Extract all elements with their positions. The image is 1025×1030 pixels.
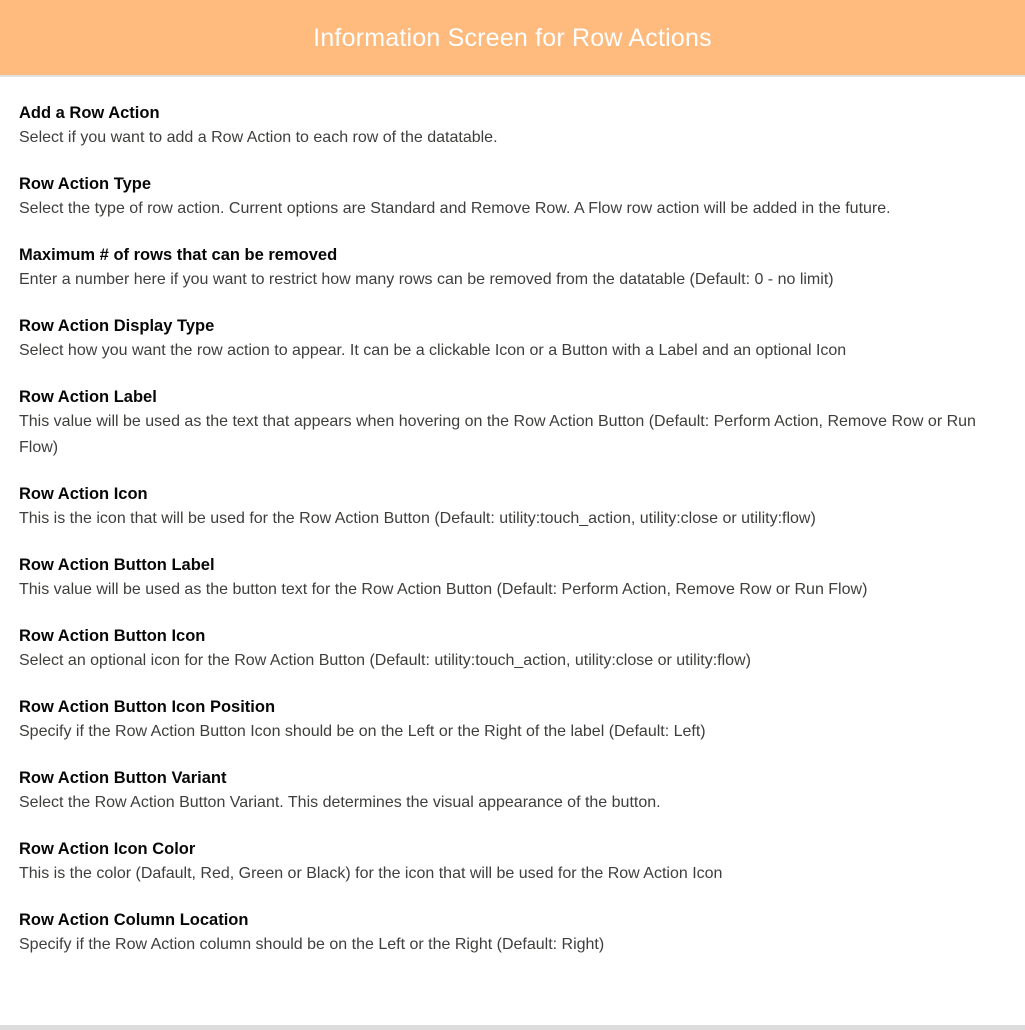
section-title: Row Action Type bbox=[19, 175, 151, 193]
section-description: Select how you want the row action to appear. It can be a clickable Icon or a Button with a Label and an optional Icon bbox=[19, 342, 847, 359]
section-title: Row Action Button Variant bbox=[19, 769, 227, 787]
section-title: Row Action Column Location bbox=[19, 911, 249, 929]
section-description: Select an optional icon for the Row Action Button (Default: utility:touch_action, utility:close or utility:flow) bbox=[19, 652, 751, 669]
info-section-button-icon bbox=[19, 624, 1006, 674]
section-description: This value will be used as the text that appears when hovering on the Row Action Button (Default: Perform Action, Remove Row or Run Flow) bbox=[19, 413, 976, 456]
section-title: Row Action Icon Color bbox=[19, 840, 196, 858]
info-section-display-type bbox=[19, 314, 1006, 364]
info-section-icon-color bbox=[19, 837, 1006, 887]
info-section-column-location bbox=[19, 908, 1006, 958]
screen-title: Information Screen for Row Actions bbox=[313, 24, 712, 52]
screen-header bbox=[0, 0, 1025, 77]
section-description: Specify if the Row Action Button Icon should be on the Left or the Right of the label (Default: Left) bbox=[19, 723, 706, 740]
section-description: Select the Row Action Button Variant. This determines the visual appearance of the button. bbox=[19, 794, 661, 811]
info-section-row-action-label bbox=[19, 385, 1006, 461]
section-description: Specify if the Row Action column should be on the Left or the Right (Default: Right) bbox=[19, 936, 605, 953]
section-description: Select the type of row action. Current options are Standard and Remove Row. A Flow row action will be added in the future. bbox=[19, 200, 891, 217]
info-section-button-variant bbox=[19, 766, 1006, 816]
info-section-row-action-type bbox=[19, 172, 1006, 222]
info-section-max-rows-removed bbox=[19, 243, 1006, 293]
footer-divider bbox=[0, 1025, 1025, 1030]
section-title: Maximum # of rows that can be removed bbox=[19, 246, 338, 264]
section-title: Row Action Label bbox=[19, 388, 157, 406]
section-description: Enter a number here if you want to restrict how many rows can be removed from the datatable (Default: 0 - no limit) bbox=[19, 271, 834, 288]
section-description: This is the icon that will be used for the Row Action Button (Default: utility:touch_action, utility:close or utility:flow) bbox=[19, 510, 816, 527]
info-section-add-row-action bbox=[19, 101, 1006, 151]
section-title: Add a Row Action bbox=[19, 104, 160, 122]
section-title: Row Action Icon bbox=[19, 485, 148, 503]
section-description: This is the color (Dafault, Red, Green or Black) for the icon that will be used for the Row Action Icon bbox=[19, 865, 723, 882]
section-title: Row Action Display Type bbox=[19, 317, 215, 335]
section-title: Row Action Button Icon Position bbox=[19, 698, 276, 716]
section-title: Row Action Button Icon bbox=[19, 627, 206, 645]
section-description: Select if you want to add a Row Action to each row of the datatable. bbox=[19, 129, 498, 146]
info-section-button-icon-position bbox=[19, 695, 1006, 745]
section-description: This value will be used as the button text for the Row Action Button (Default: Perform Action, Remove Row or Run Flow) bbox=[19, 581, 868, 598]
info-section-button-label bbox=[19, 553, 1006, 603]
info-section-row-action-icon bbox=[19, 482, 1006, 532]
info-content bbox=[0, 77, 1025, 958]
section-title: Row Action Button Label bbox=[19, 556, 215, 574]
